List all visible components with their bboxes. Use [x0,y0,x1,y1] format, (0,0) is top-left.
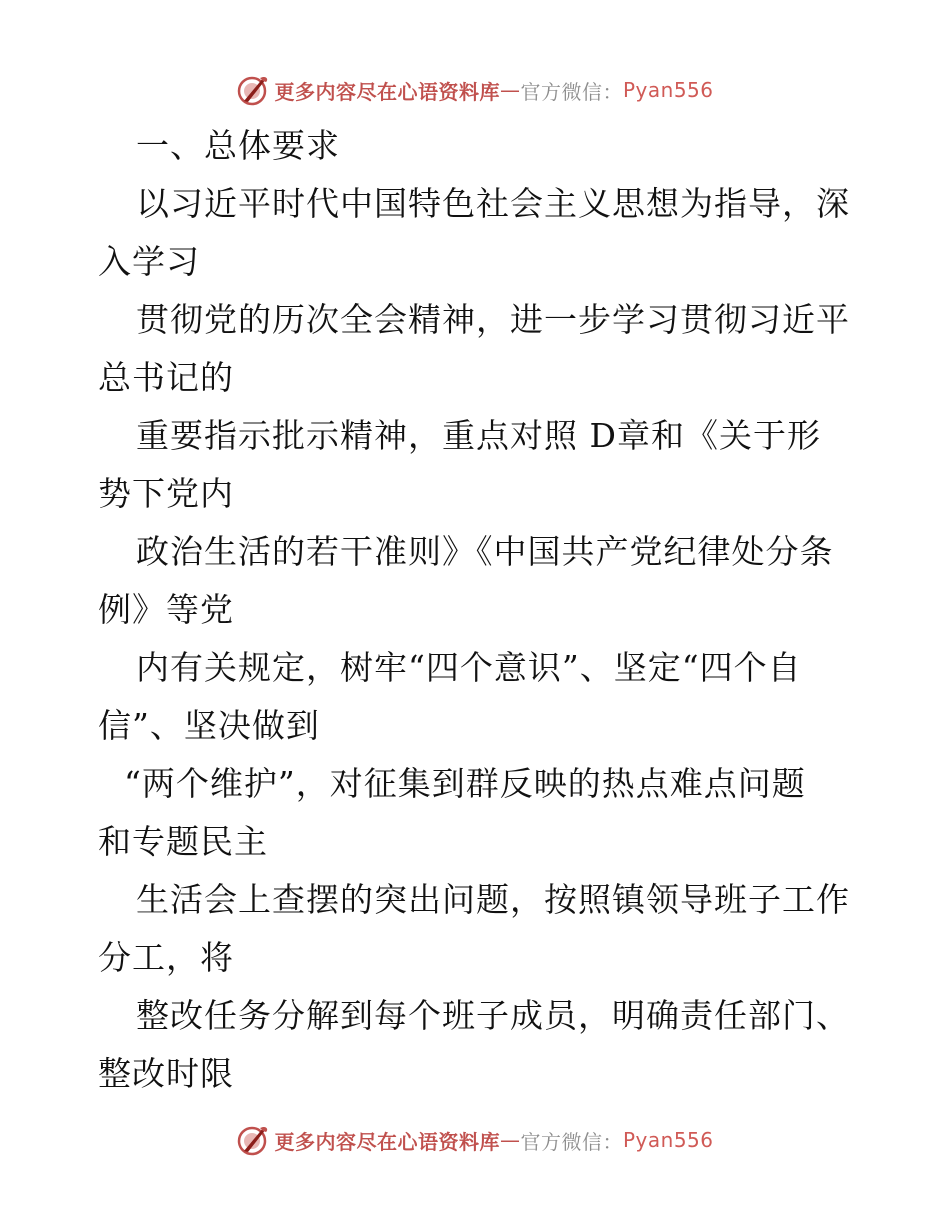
paragraph-line: “两个维护”，对征集到群反映的热点难点问题 [124,764,806,803]
paragraph-line: 例》等党 [98,590,234,629]
header-wechat-id: Pyan556 [622,78,714,102]
paragraph-line: 整改任务分解到每个班子成员，明确责任部门、 [136,996,850,1035]
footer-wechat-label: 官方微信： [520,1129,623,1154]
footer-banner [0,1120,950,1160]
paragraph-line: 生活会上查摆的突出问题，按照镇领导班子工作 [136,880,850,919]
header-wechat-label: 官方微信： [520,79,623,104]
paragraph-line: 内有关规定，树牢“四个意识”、坚定“四个自 [136,648,802,687]
quill-pen-logo-icon [236,73,270,107]
paragraph-line: 入学习 [98,242,200,281]
footer-wechat-id: Pyan556 [622,1128,714,1152]
paragraph-line: 政治生活的若干准则》《中国共产党纪律处分条 [136,532,834,571]
paragraph-line: 以习近平时代中国特色社会主义思想为指导，深 [136,184,850,223]
paragraph-line: 分工，将 [98,938,234,977]
paragraph-line: 势下党内 [98,474,234,513]
paragraph-line: 总书记的 [98,358,234,397]
document-body [98,117,858,1103]
header-banner [0,70,950,110]
quill-pen-logo-icon [236,1123,270,1157]
paragraph-line: 和专题民主 [98,822,268,861]
paragraph-line: 信”、坚决做到 [98,706,320,745]
paragraph-line: 贯彻党的历次全会精神，进一步学习贯彻习近平 [136,300,850,339]
paragraph-line: 重要指示批示精神，重点对照 D章和《关于形 [136,416,821,455]
header-dash: — [499,78,521,102]
header-brand-text: 更多内容尽在心语资料库 [274,79,500,104]
section-heading: 一、总体要求 [136,126,340,165]
paragraph-line: 整改时限 [98,1054,234,1093]
footer-dash: — [499,1128,521,1152]
footer-brand-text: 更多内容尽在心语资料库 [274,1129,500,1154]
